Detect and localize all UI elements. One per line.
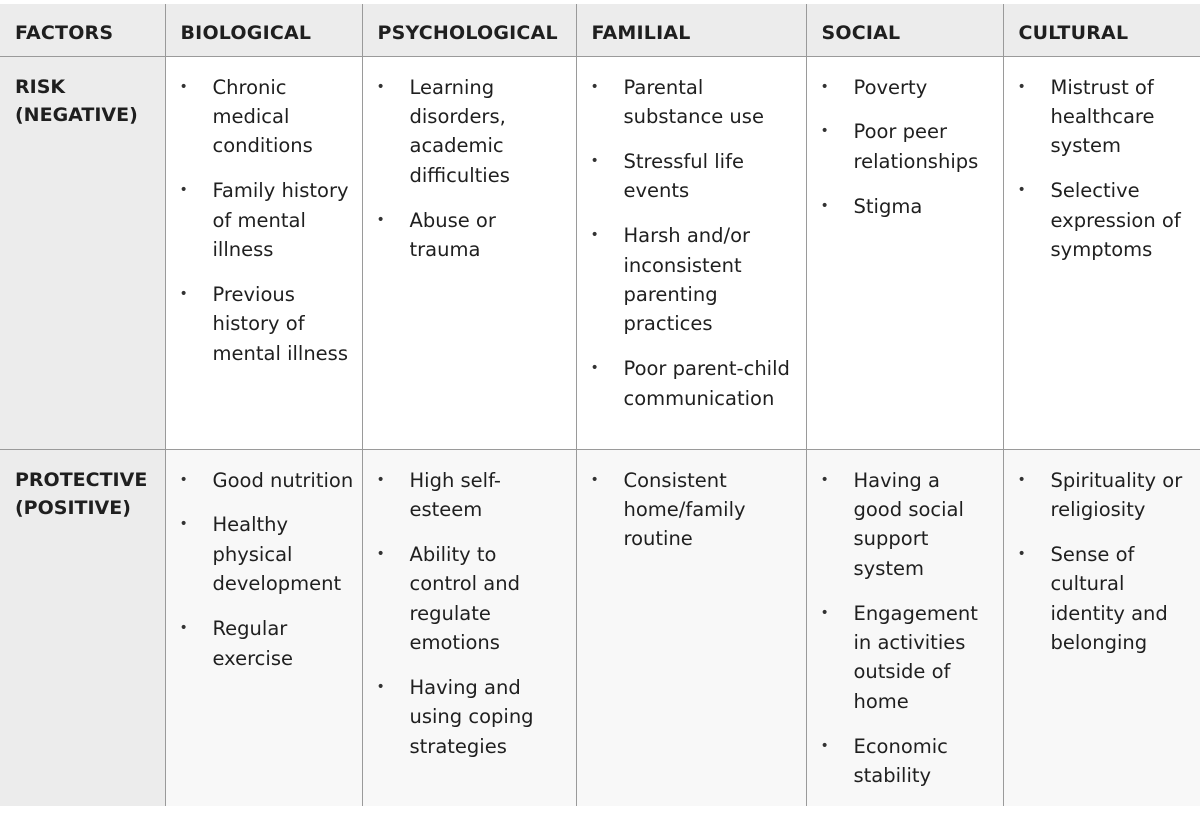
cell-protective-familial bbox=[576, 449, 806, 806]
list-item: • Previous history of mental illness bbox=[213, 280, 354, 368]
list-item: • Poor parent-child communication bbox=[624, 354, 798, 413]
list-item: • Poverty bbox=[854, 73, 995, 102]
list-item: • Good nutrition bbox=[213, 466, 354, 495]
bullet-list bbox=[363, 57, 576, 265]
row-label-risk bbox=[0, 56, 165, 449]
list-item: • Learning disorders, academic difficulties bbox=[410, 73, 568, 191]
factors-table bbox=[0, 4, 1200, 806]
list-item: • Parental substance use bbox=[624, 73, 798, 132]
cell-protective-cultural bbox=[1003, 449, 1200, 806]
list-item: • Healthy physical development bbox=[213, 510, 354, 598]
list-item: • Chronic medical conditions bbox=[213, 73, 354, 161]
list-item: • Selective expression of symptoms bbox=[1051, 176, 1193, 264]
bullet-list bbox=[577, 57, 806, 414]
list-item: • Stressful life events bbox=[624, 147, 798, 206]
header-biological: BIOLOGICAL bbox=[165, 4, 362, 56]
header-row bbox=[0, 4, 1200, 56]
list-item: • Poor peer relationships bbox=[854, 117, 995, 176]
bullet-list bbox=[166, 57, 362, 369]
list-item: • Sense of cultural identity and belonging bbox=[1051, 540, 1193, 658]
list-item: • Engagement in activities outside of home bbox=[854, 599, 995, 717]
row-label-line: (NEGATIVE) bbox=[15, 103, 138, 126]
cell-risk-social bbox=[806, 56, 1003, 449]
list-item: • Stigma bbox=[854, 192, 995, 221]
list-item: • Regular exercise bbox=[213, 614, 354, 673]
list-item: • High self-esteem bbox=[410, 466, 568, 525]
cell-risk-familial bbox=[576, 56, 806, 449]
bullet-list bbox=[1004, 450, 1200, 658]
header-cultural: CULTURAL bbox=[1003, 4, 1200, 56]
list-item: • Economic stability bbox=[854, 732, 995, 791]
cell-risk-psychological bbox=[362, 56, 576, 449]
row-label-line: RISK bbox=[15, 75, 66, 98]
list-item: • Abuse or trauma bbox=[410, 206, 568, 265]
cell-protective-social bbox=[806, 449, 1003, 806]
cell-protective-biological bbox=[165, 449, 362, 806]
bullet-list bbox=[807, 450, 1003, 791]
protective-row bbox=[0, 449, 1200, 806]
cell-protective-psychological bbox=[362, 449, 576, 806]
row-label-protective bbox=[0, 449, 165, 806]
bullet-list bbox=[807, 57, 1003, 222]
bullet-list bbox=[166, 450, 362, 673]
bullet-list bbox=[577, 450, 806, 554]
list-item: • Ability to control and regulate emotions bbox=[410, 540, 568, 658]
header-psychological: PSYCHOLOGICAL bbox=[362, 4, 576, 56]
list-item: • Mistrust of healthcare system bbox=[1051, 73, 1193, 161]
list-item: • Having and using coping strategies bbox=[410, 673, 568, 761]
header-familial: FAMILIAL bbox=[576, 4, 806, 56]
header-factors: FACTORS bbox=[0, 4, 165, 56]
cell-risk-biological bbox=[165, 56, 362, 449]
list-item: • Harsh and/or inconsistent parenting practices bbox=[624, 221, 798, 339]
list-item: • Family history of mental illness bbox=[213, 176, 354, 264]
list-item: • Having a good social support system bbox=[854, 466, 995, 584]
header-social: SOCIAL bbox=[806, 4, 1003, 56]
row-label-line: PROTECTIVE bbox=[15, 468, 148, 491]
list-item: • Spirituality or religiosity bbox=[1051, 466, 1193, 525]
bullet-list bbox=[1004, 57, 1200, 265]
cell-risk-cultural bbox=[1003, 56, 1200, 449]
list-item: • Consistent home/family routine bbox=[624, 466, 798, 554]
risk-row bbox=[0, 56, 1200, 449]
row-label-line: (POSITIVE) bbox=[15, 496, 131, 519]
bullet-list bbox=[363, 450, 576, 762]
